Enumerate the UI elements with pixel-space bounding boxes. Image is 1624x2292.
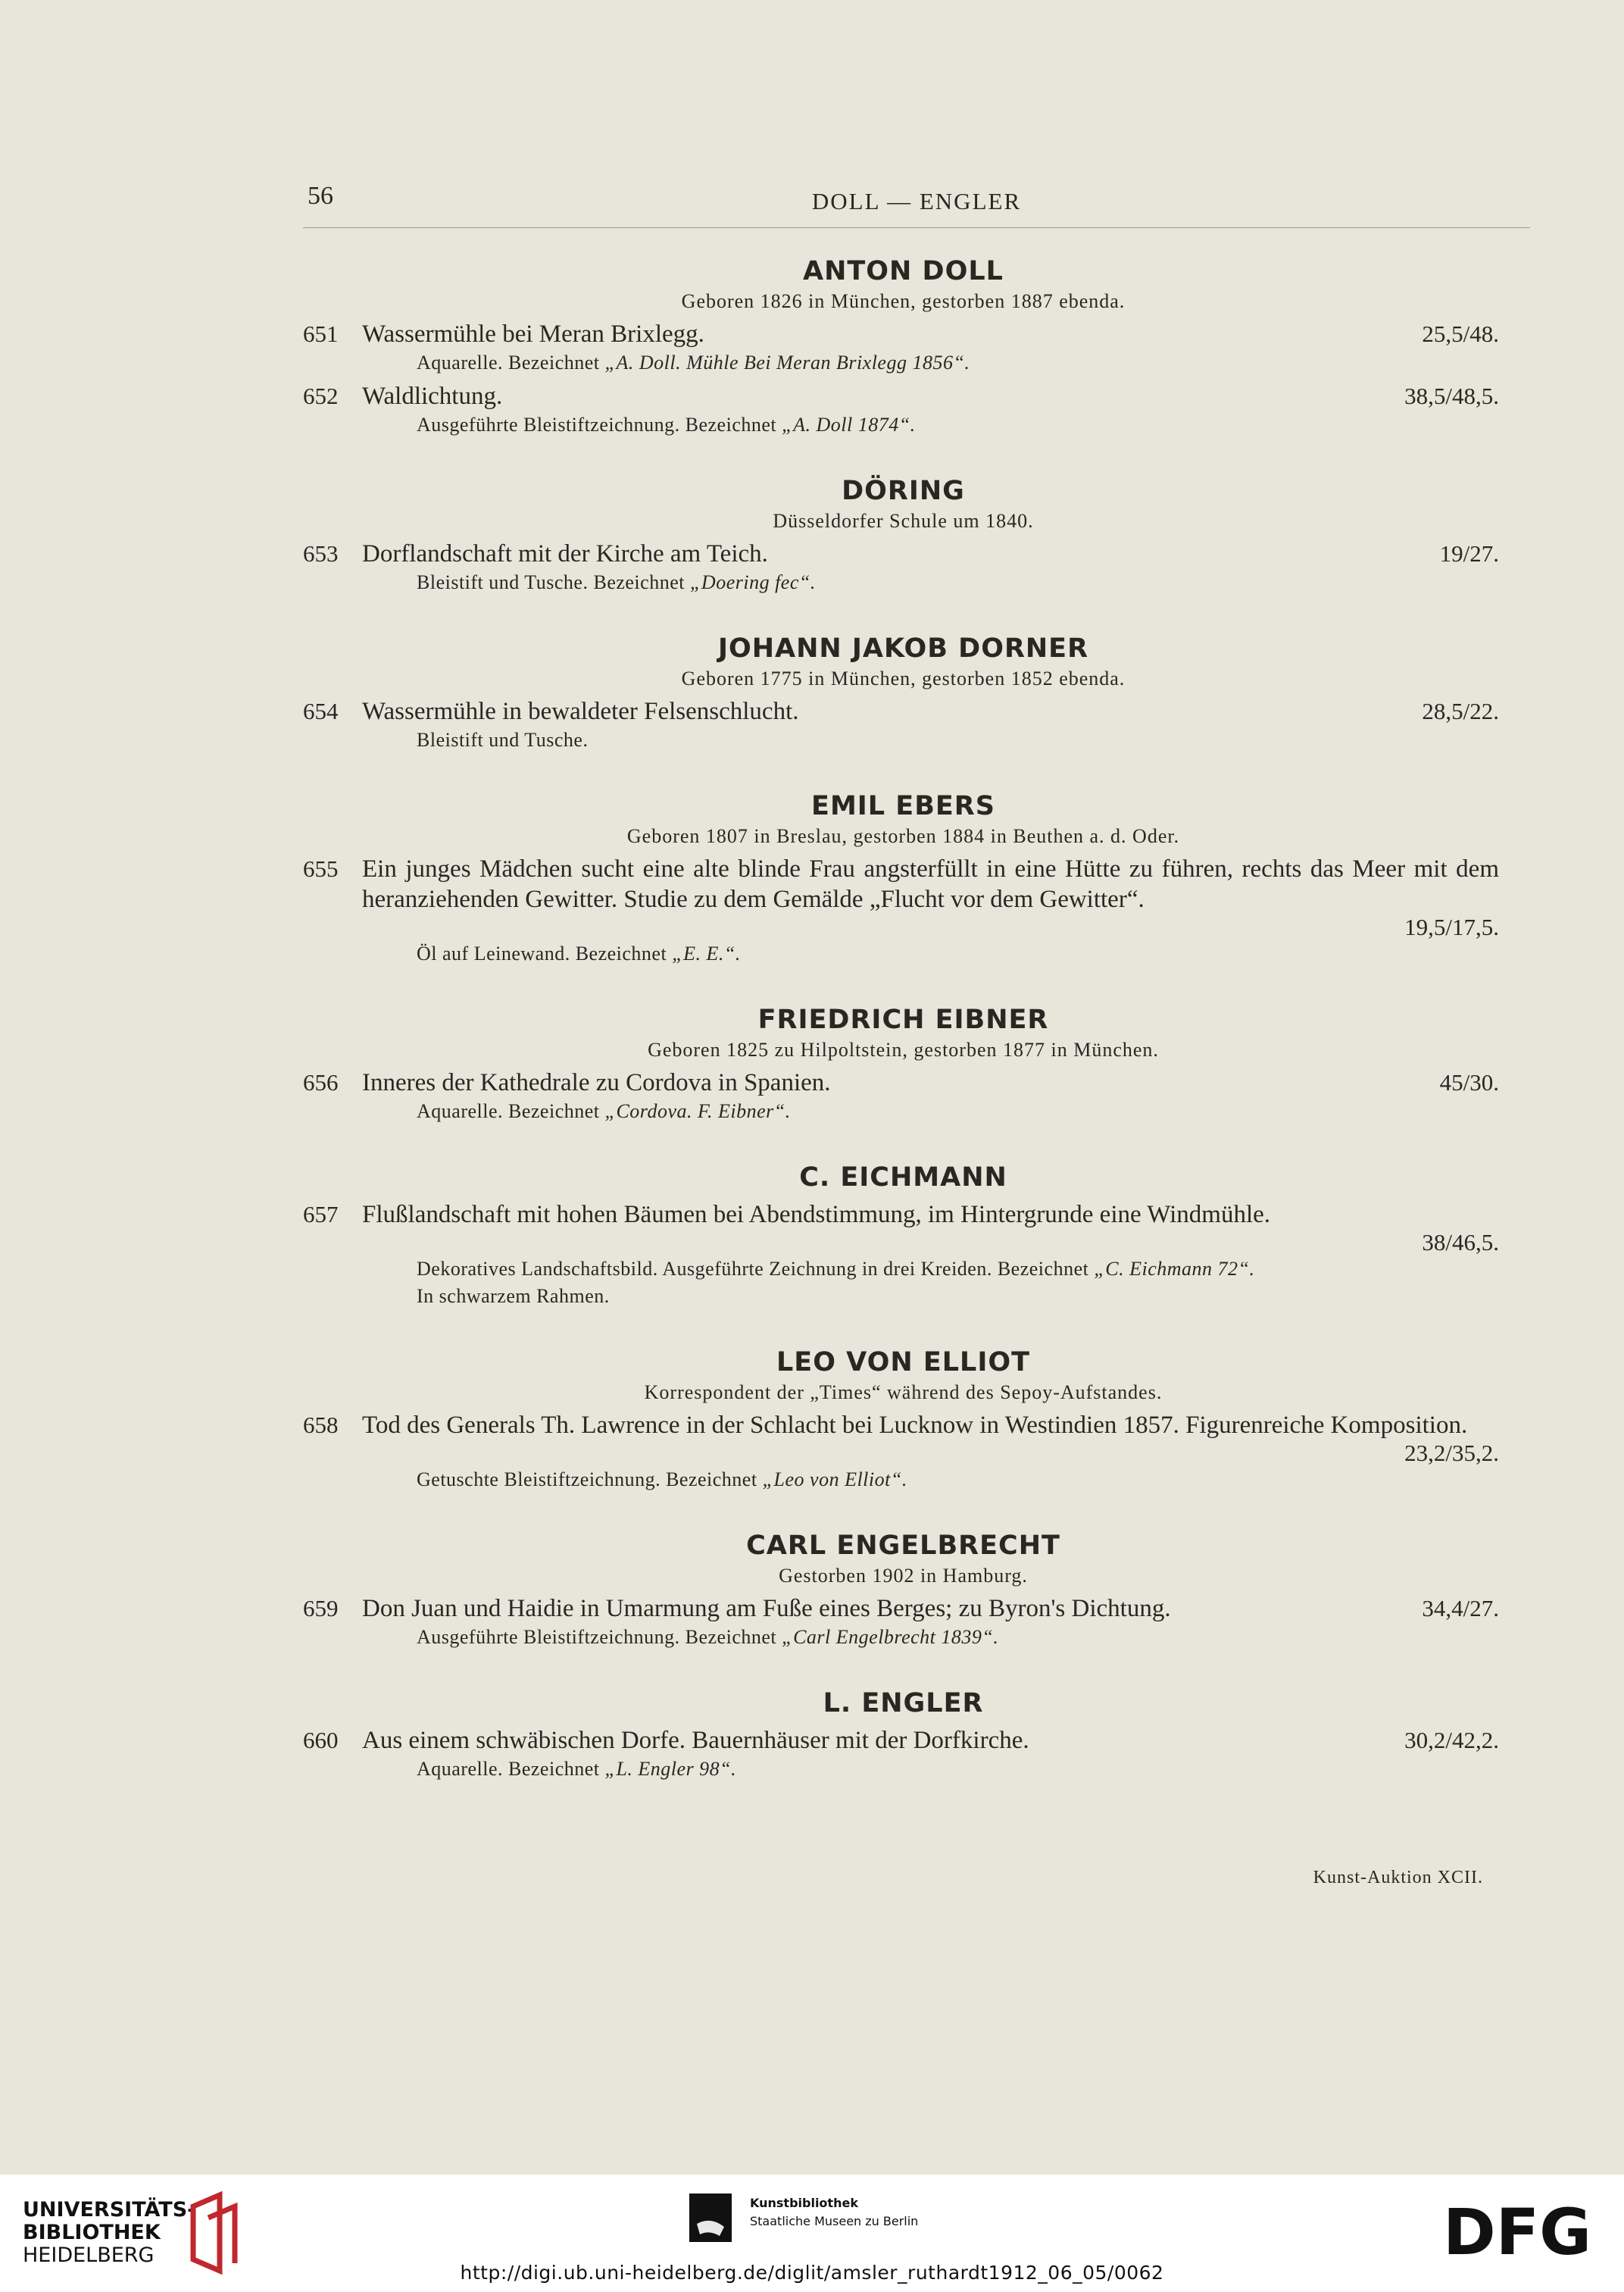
artist-section	[303, 789, 1504, 968]
kb-logo-line-2: Staatliche Museen zu Berlin	[750, 2214, 919, 2228]
lot-signature: „A. Doll 1874“.	[782, 414, 916, 436]
catalog-entry	[303, 1593, 1504, 1651]
lot-note-text: Getuschte Bleistiftzeichnung. Bezeichnet	[417, 1468, 763, 1490]
catalog-mark: Kunst-Auktion XCII.	[1313, 1868, 1483, 1887]
artist-bio: Düsseldorfer Schule um 1840.	[773, 510, 1034, 532]
lot-title-text: Ein junges Mädchen sucht eine alte blinde Frau angsterfüllt in eine Hütte zu führen, rechts das Meer mit dem heranziehenden Gewitter. Studie zu dem Gemälde „Flucht vor dem Gewitter“.	[362, 855, 1499, 913]
lot-number: 655	[303, 855, 339, 882]
lot-note-text: Aquarelle. Bezeichnet	[417, 1758, 605, 1780]
lot-title	[362, 319, 1499, 349]
kb-logo-line-1: Kunstbibliothek	[750, 2196, 858, 2210]
catalog-entry	[303, 381, 1504, 439]
lot-title	[362, 539, 1499, 569]
catalog-entry	[303, 854, 1504, 968]
lot-number: 660	[303, 1727, 339, 1753]
lot-dimensions: 23,2/35,2.	[1404, 1440, 1499, 1466]
lot-number: 652	[303, 383, 339, 409]
lot-number: 651	[303, 321, 339, 347]
artist-name: FRIEDRICH EIBNER	[757, 1005, 1049, 1035]
lot-note	[417, 411, 1499, 439]
catalog-entry	[303, 1410, 1504, 1493]
lot-dimensions: 38,5/48,5.	[1404, 383, 1499, 409]
lot-note	[417, 1756, 1499, 1783]
lot-signature: „L. Engler 98“.	[604, 1758, 737, 1780]
artist-section	[303, 1528, 1504, 1651]
lot-note	[417, 569, 1499, 596]
artist-bio: Korrespondent der „Times“ während des Sepoy-Aufstandes.	[644, 1381, 1163, 1403]
artist-bio: Geboren 1825 zu Hilpoltstein, gestorben 1877 in München.	[648, 1039, 1159, 1061]
lot-title	[362, 381, 1499, 411]
lot-dimensions: 30,2/42,2.	[1404, 1727, 1499, 1753]
lot-dimensions: 45/30.	[1439, 1069, 1499, 1096]
lot-number: 654	[303, 698, 339, 724]
catalog-content	[303, 254, 1504, 1818]
artist-section	[303, 1002, 1504, 1125]
catalog-entry	[303, 696, 1504, 754]
lot-note-text: Dekoratives Landschaftsbild. Ausgeführte Zeichnung in drei Kreiden. Bezeichnet	[417, 1258, 1095, 1280]
artist-bio: Geboren 1826 in München, gestorben 1887 ebenda.	[681, 290, 1126, 312]
lot-note	[417, 349, 1499, 377]
artist-section	[303, 631, 1504, 754]
artist-name: JOHANN JAKOB DORNER	[717, 633, 1089, 664]
uni-logo-line-2: BIBLIOTHEK	[23, 2221, 161, 2244]
lot-title-text: Inneres der Kathedrale zu Cordova in Spanien.	[362, 1069, 831, 1096]
lot-dimensions: 38/46,5.	[1422, 1229, 1499, 1255]
lot-signature: „Carl Engelbrecht 1839“.	[782, 1626, 999, 1648]
lot-title	[362, 1068, 1499, 1098]
lot-title	[362, 854, 1499, 915]
catalog-entry	[303, 1199, 1504, 1310]
lot-dimensions: 19/27.	[1439, 540, 1499, 567]
artist-section	[303, 1160, 1504, 1310]
lot-note	[417, 1098, 1499, 1125]
lot-title	[362, 696, 1499, 727]
artist-bio: Geboren 1775 in München, gestorben 1852 ebenda.	[681, 668, 1126, 689]
artist-section	[303, 254, 1504, 439]
lot-note-text: Ausgeführte Bleistiftzeichnung. Bezeichnet	[417, 1626, 782, 1648]
lot-title-text: Don Juan und Haidie in Umarmung am Fuße eines Berges; zu Byron's Dichtung.	[362, 1595, 1171, 1622]
artist-name: CARL ENGELBRECHT	[746, 1531, 1060, 1561]
lot-note	[417, 1624, 1499, 1651]
lot-title-text: Tod des Generals Th. Lawrence in der Schlacht bei Lucknow in Westindien 1857. Figurenreiche Komposition.	[362, 1412, 1468, 1439]
page-url[interactable]: http://digi.ub.uni-heidelberg.de/diglit/amsler_ruthardt1912_06_05/0062	[460, 2262, 1164, 2284]
lot-title-text: Flußlandschaft mit hohen Bäumen bei Abendstimmung, im Hintergrunde eine Windmühle.	[362, 1201, 1271, 1228]
lot-dimensions: 25,5/48.	[1422, 321, 1499, 347]
lot-dimensions: 28,5/22.	[1422, 698, 1499, 724]
lot-note-text: Bleistift und Tusche. Bezeichnet	[417, 571, 690, 593]
lot-signature: „C. Eichmann 72“.	[1094, 1258, 1255, 1280]
lot-dimensions: 19,5/17,5.	[1404, 914, 1499, 940]
lot-note	[417, 727, 1499, 754]
artist-name: C. EICHMANN	[799, 1162, 1007, 1193]
catalog-entry	[303, 539, 1504, 596]
lot-number: 659	[303, 1595, 339, 1621]
lot-number: 653	[303, 540, 339, 567]
dfg-logo[interactable]	[1443, 2201, 1602, 2262]
lot-number: 657	[303, 1201, 339, 1227]
lot-title-text: Waldlichtung.	[362, 383, 503, 410]
lot-number: 656	[303, 1069, 339, 1096]
uni-logo-line-3: HEIDELBERG	[23, 2244, 155, 2267]
lot-title-text: Dorflandschaft mit der Kirche am Teich.	[362, 540, 768, 568]
lot-title	[362, 1410, 1499, 1440]
lot-signature: „A. Doll. Mühle Bei Meran Brixlegg 1856“.	[604, 352, 970, 374]
artist-section	[303, 1345, 1504, 1493]
dfg-logo-text: DFG	[1443, 2201, 1592, 2262]
artist-name: EMIL EBERS	[811, 791, 995, 821]
lot-note-text: Aquarelle. Bezeichnet	[417, 352, 605, 374]
lot-title-text: Wassermühle in bewaldeter Felsenschlucht.	[362, 698, 799, 725]
page-number: 56	[308, 182, 333, 210]
catalog-entry	[303, 319, 1504, 377]
lot-note-text: Ausgeführte Bleistiftzeichnung. Bezeichnet	[417, 414, 782, 436]
lot-note-text: Öl auf Leinewand. Bezeichnet	[417, 943, 673, 965]
lot-signature: „Doering fec“.	[689, 571, 816, 593]
catalog-entry	[303, 1725, 1504, 1783]
lot-note	[417, 1255, 1499, 1283]
artist-name: DÖRING	[842, 476, 965, 506]
kunstbibliothek-mark-icon	[689, 2194, 732, 2242]
lot-note-text: Aquarelle. Bezeichnet	[417, 1100, 605, 1122]
lot-dimensions: 34,4/27.	[1422, 1595, 1499, 1621]
page-header	[303, 182, 1530, 228]
artist-section	[303, 1686, 1504, 1783]
lot-title-text: Aus einem schwäbischen Dorfe. Bauernhäuser mit der Dorfkirche.	[362, 1727, 1029, 1754]
artist-name: ANTON DOLL	[803, 256, 1004, 286]
uni-logo-line-1: UNIVERSITÄTS-	[23, 2198, 196, 2222]
artist-name: LEO VON ELLIOT	[776, 1347, 1030, 1377]
artist-name: L. ENGLER	[823, 1688, 984, 1718]
artist-bio: Gestorben 1902 in Hamburg.	[779, 1565, 1028, 1587]
lot-note	[417, 1466, 1499, 1493]
artist-section	[303, 474, 1504, 596]
lot-title	[362, 1725, 1499, 1756]
lot-signature: „Leo von Elliot“.	[762, 1468, 907, 1490]
lot-number: 658	[303, 1412, 339, 1438]
lot-signature: „Cordova. F. Eibner“.	[604, 1100, 791, 1122]
lot-title	[362, 1593, 1499, 1624]
lot-note	[417, 940, 1499, 968]
lot-title-text: Wassermühle bei Meran Brixlegg.	[362, 321, 704, 348]
running-head: DOLL — ENGLER	[811, 188, 1022, 214]
lot-note-text: Bleistift und Tusche.	[417, 729, 589, 751]
lot-title	[362, 1199, 1499, 1230]
kunstbibliothek-logo[interactable]	[689, 2194, 932, 2247]
lot-signature: „E. E.“.	[672, 943, 741, 965]
lot-note-extra: In schwarzem Rahmen.	[417, 1285, 610, 1307]
catalog-entry	[303, 1068, 1504, 1125]
artist-bio: Geboren 1807 in Breslau, gestorben 1884 in Beuthen a. d. Oder.	[626, 825, 1180, 847]
